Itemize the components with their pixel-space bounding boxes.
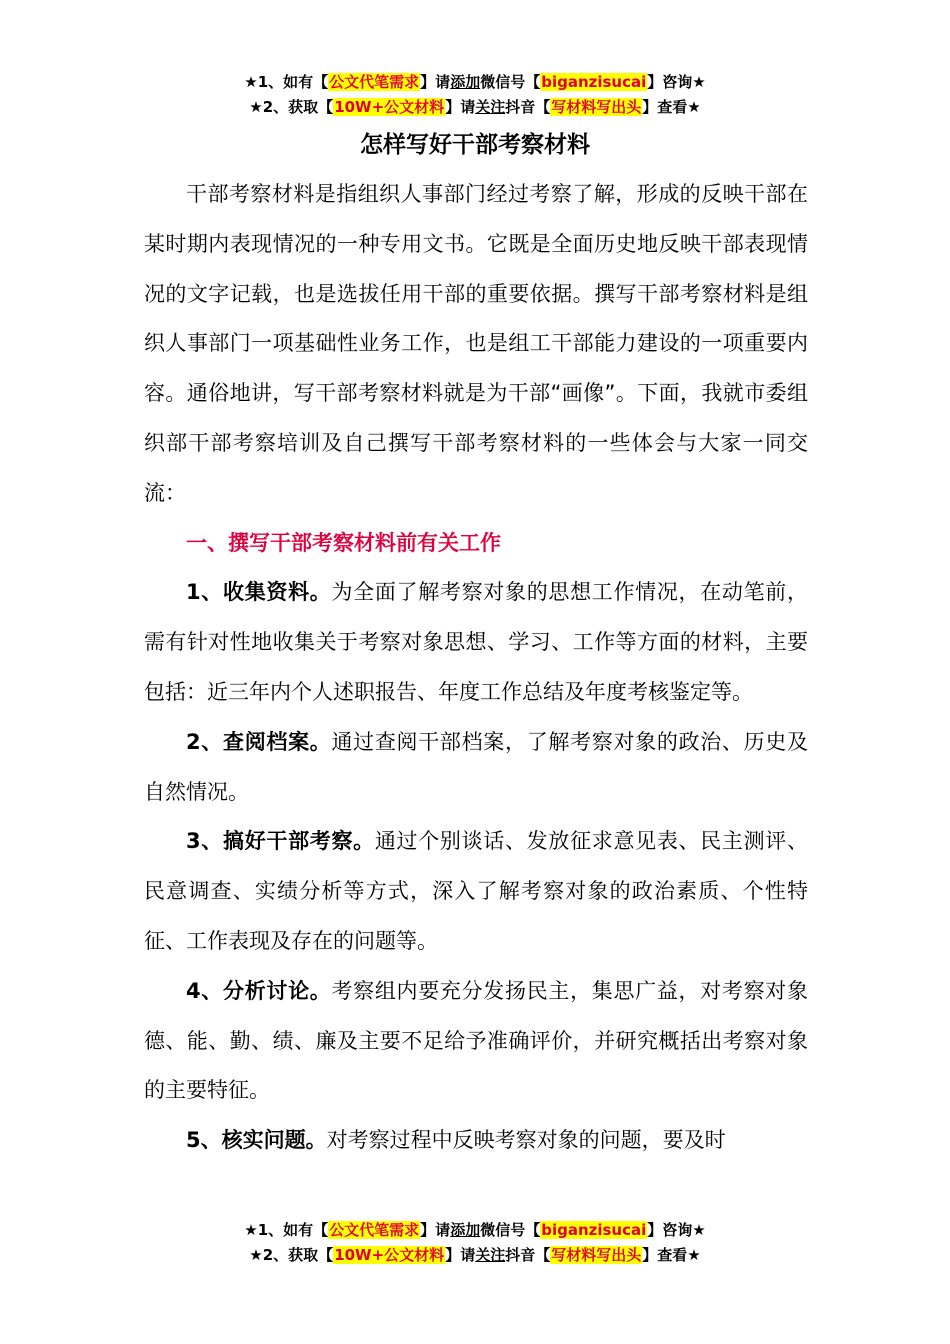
promo-line-1 <box>0 1218 950 1243</box>
promo-text: ★2、获取【 <box>249 98 334 116</box>
promo-text: 】请 <box>445 1246 476 1264</box>
promo-text: 】请 <box>445 98 476 116</box>
promo-highlight: 公文代笔需求 <box>329 73 420 91</box>
promo-text: 抖音【 <box>505 1246 551 1264</box>
promo-text: ★1、如有【 <box>244 1221 329 1239</box>
promo-text: 】咨询★ <box>647 1221 706 1239</box>
promo-text: 】请 <box>420 1221 451 1239</box>
document-body <box>144 170 808 1166</box>
promo-highlight: 公文代笔需求 <box>329 1221 420 1239</box>
item-text: 考察组内要充分发扬民主，集思广益，对考察对象德、能、勤、绩、廉及主要不足给予准确评价，并研究概括出考察对象的主要特征。 <box>144 978 808 1103</box>
promo-text: 抖音【 <box>505 98 551 116</box>
list-item <box>144 568 808 717</box>
list-item <box>144 817 808 966</box>
item-lead: 5、核实问题。 <box>186 1128 327 1153</box>
promo-text: ★1、如有【 <box>244 73 329 91</box>
list-item <box>144 967 808 1116</box>
promo-line-2 <box>0 95 950 120</box>
item-text: 为全面了解考察对象的思想工作情况，在动笔前，需有针对性地收集关于考察对象思想、学习、工作等方面的材料，主要包括：近三年内个人述职报告、年度工作总结及年度考核鉴定等。 <box>144 580 808 704</box>
promo-text: 微信号【 <box>480 1221 541 1239</box>
promo-underline: 关注 <box>475 98 506 116</box>
list-item <box>144 1116 808 1166</box>
promo-line-2 <box>0 1243 950 1268</box>
promo-text: 微信号【 <box>480 73 541 91</box>
promo-line-1 <box>0 70 950 95</box>
promo-highlight: 写材料写出头 <box>551 98 642 116</box>
promo-highlight: biganzisucai <box>541 73 647 91</box>
promo-text: ★2、获取【 <box>249 1246 334 1264</box>
promo-text: 】请 <box>420 73 451 91</box>
item-text: 通过查阅干部档案，了解考察对象的政治、历史及自然情况。 <box>144 729 808 804</box>
document-title: 怎样写好干部考察材料 <box>360 132 590 158</box>
intro-paragraph: 干部考察材料是指组织人事部门经过考察了解，形成的反映干部在某时期内表现情况的一种专用文书。它既是全面历史地反映干部表现情况的文字记载，也是选拔任用干部的重要依据。撰写干部考察材料是组织人事部门一项基础性业务工作，也是组工干部能力建设的一项重要内容。通俗地讲，写干部考察材料就是为干部“画像”。下面，我就市委组织部干部考察培训及自己撰写干部考察材料的一些体会与大家一同交流： <box>144 182 808 505</box>
promo-footer <box>0 1218 950 1268</box>
promo-text: 】查看★ <box>642 1246 701 1264</box>
promo-highlight: 10W+公文材料 <box>334 98 445 116</box>
section-heading: 一、撰写干部考察材料前有关工作 <box>186 530 501 555</box>
item-text: 通过个别谈话、发放征求意见表、民主测评、民意调查、实绩分析等方式，深入了解考察对象的政治素质、个性特征、工作表现及存在的问题等。 <box>144 829 808 953</box>
list-item <box>144 718 808 818</box>
promo-highlight: 10W+公文材料 <box>334 1246 445 1264</box>
item-lead: 3、搞好干部考察。 <box>186 829 375 854</box>
promo-highlight: 写材料写出头 <box>551 1246 642 1264</box>
item-lead: 4、分析讨论。 <box>186 978 332 1003</box>
promo-header <box>0 70 950 120</box>
promo-underline: 添加 <box>450 1221 481 1239</box>
item-text: 对考察过程中反映考察对象的问题，要及时 <box>326 1128 726 1153</box>
promo-highlight: biganzisucai <box>541 1221 647 1239</box>
item-lead: 2、查阅档案。 <box>186 729 332 754</box>
promo-text: 】查看★ <box>642 98 701 116</box>
item-lead: 1、收集资料。 <box>186 580 332 605</box>
promo-text: 】咨询★ <box>647 73 706 91</box>
promo-underline: 关注 <box>475 1246 506 1264</box>
promo-underline: 添加 <box>450 73 481 91</box>
